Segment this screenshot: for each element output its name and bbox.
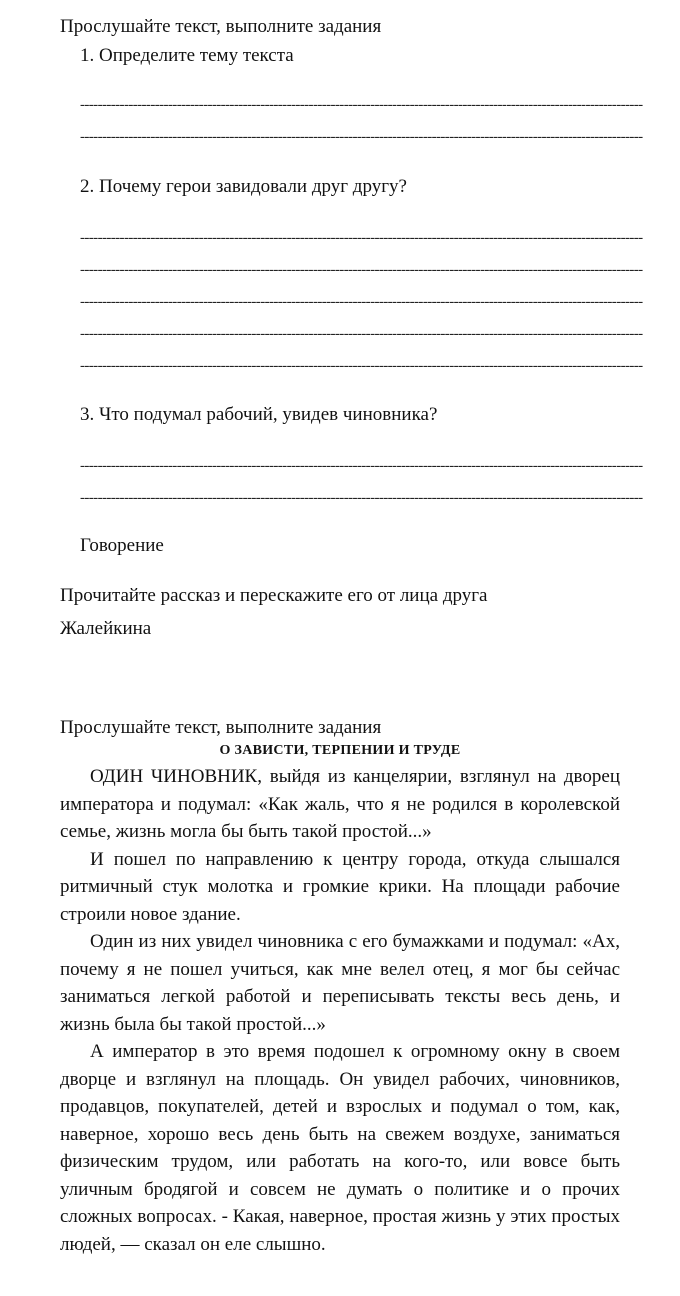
speaking-heading: Говорение	[80, 535, 164, 556]
answer-line: --------------------------------------------------------------------------------------------------------------------------------	[80, 97, 643, 113]
answer-line: --------------------------------------------------------------------------------------------------------------------------------	[80, 490, 643, 506]
story-paragraph: ОДИН ЧИНОВНИК, выйдя из канцелярии, взглянул на дворец императора и подумал: «Как жаль, что я не родился в королевской семье, жизнь могла бы быть такой простой...»	[60, 766, 620, 842]
answer-line: --------------------------------------------------------------------------------------------------------------------------------	[80, 326, 643, 342]
answer-line: --------------------------------------------------------------------------------------------------------------------------------	[80, 358, 643, 374]
answer-line: --------------------------------------------------------------------------------------------------------------------------------	[80, 262, 643, 278]
answer-line: --------------------------------------------------------------------------------------------------------------------------------	[80, 230, 643, 246]
story-title: О ЗАВИСТИ, ТЕРПЕНИИ И ТРУДЕ	[219, 743, 461, 758]
question-3: 3. Что подумал рабочий, увидев чиновника?	[80, 404, 438, 425]
story-paragraph: А император в это время подошел к огромному окну в своем дворце и взглянул на площадь. Он увидел рабочих, чиновников, продавцов, покупателей, детей и взрослых и подумал о том, как, наверное, хорошо весь день быть на свежем воздухе, заниматься физическим трудом, или работать на кого-то, или вовсе быть уличным бродягой и совсем не думать о политике и о прочих сложных вопросах. - Какая, наверное, простая жизнь у этих простых людей, — сказал он еле слышно.	[60, 1041, 620, 1255]
answer-line: --------------------------------------------------------------------------------------------------------------------------------	[80, 294, 643, 310]
question-2: 2. Почему герои завидовали друг другу?	[80, 176, 407, 197]
question-1: 1. Определите тему текста	[80, 45, 294, 66]
answer-line: --------------------------------------------------------------------------------------------------------------------------------	[80, 129, 643, 145]
story-paragraph: Один из них увидел чиновника с его бумажками и подумал: «Ах, почему я не пошел учиться, как мне велел отец, я мог бы сейчас заниматься легкой работой и переписывать тексты весь день, и жизнь была бы такой простой...»	[60, 931, 620, 1035]
story-instruction: Прослушайте текст, выполните задания	[60, 717, 382, 738]
speaking-task-line-2: Жалейкина	[60, 618, 152, 639]
story-text	[60, 763, 620, 1258]
answer-line: --------------------------------------------------------------------------------------------------------------------------------	[80, 458, 643, 474]
instruction-text: Прослушайте текст, выполните задания	[60, 16, 382, 37]
story-paragraph: И пошел по направлению к центру города, откуда слышался ритмичный стук молотка и громкие крики. На площади рабочие строили новое здание.	[60, 848, 620, 925]
speaking-task-line-1: Прочитайте рассказ и перескажите его от лица друга	[60, 585, 488, 606]
